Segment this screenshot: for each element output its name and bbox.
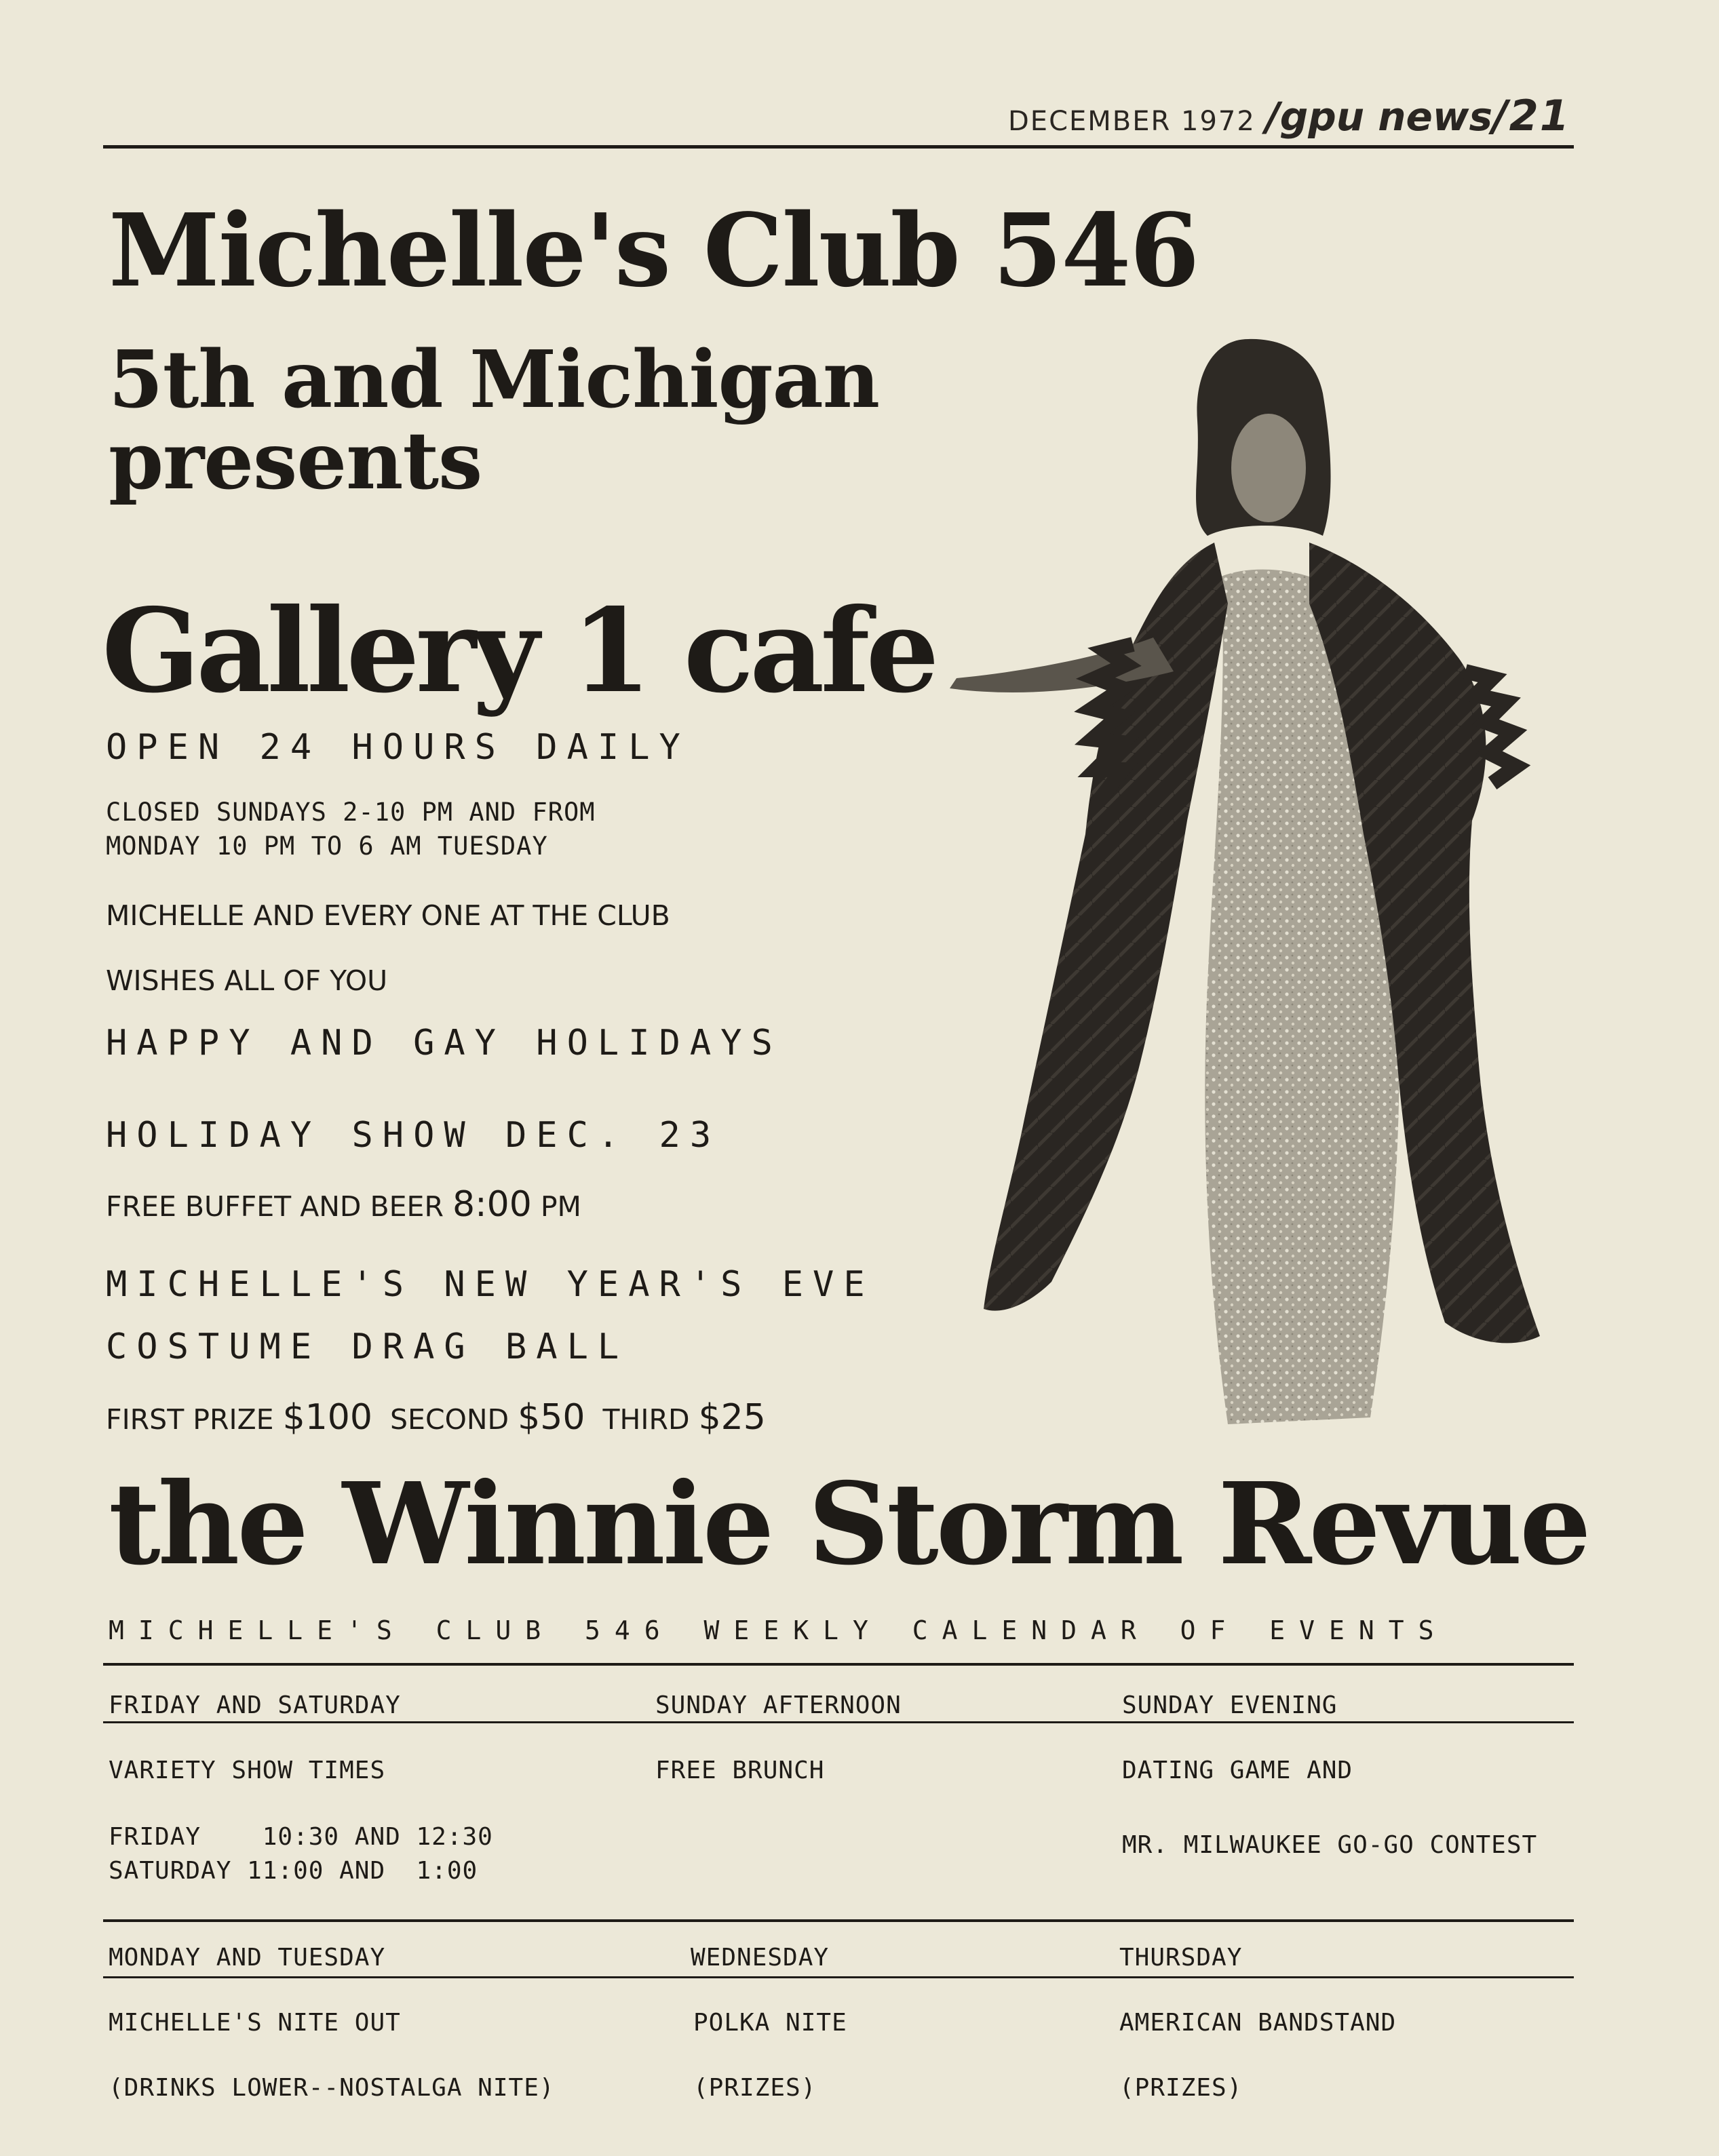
calendar-day-mon-tue: MONDAY AND TUESDAY [109,1944,386,1972]
greeting-line2: WISHES ALL OF YOU [106,964,388,997]
masthead [1008,91,1570,140]
nye-line2: COSTUME DRAG BALL [106,1327,629,1367]
calendar-day-sun-afternoon: SUNDAY AFTERNOON [655,1691,902,1719]
thursday-line1: AMERICAN BANDSTAND [1119,2009,1397,2037]
third-prize-amount: $25 [698,1397,766,1438]
calendar-title: MICHELLE'S CLUB 546 WEEKLY CALENDAR OF EVENTS [109,1615,1448,1645]
venue-title: Gallery 1 cafe [102,583,935,719]
second-prize-label: SECOND [390,1403,509,1436]
masthead-slash-2: / [1492,91,1509,140]
thursday-line2: (PRIZES) [1119,2074,1243,2102]
sun-afternoon-line1: FREE BRUNCH [655,1757,825,1784]
club-location: 5th and Michigan [109,334,880,426]
buffet-pm: PM [540,1190,581,1223]
calendar-rule-3 [103,1919,1574,1922]
third-prize-label: THIRD [602,1403,690,1436]
greeting-line1: MICHELLE AND EVERY ONE AT THE CLUB [106,899,670,932]
top-rule [103,145,1574,149]
buffet-text: FREE BUFFET AND BEER [106,1190,444,1223]
holiday-show: HOLIDAY SHOW DEC. 23 [106,1115,721,1156]
publication-name: gpu news [1279,94,1492,140]
mon-tue-line2: (DRINKS LOWER--NOSTALGA NITE) [109,2074,555,2102]
holiday-greeting: HAPPY AND GAY HOLIDAYS [106,1023,782,1063]
presents-label: presents [109,415,482,507]
nye-line1: MICHELLE'S NEW YEAR'S EVE [106,1264,874,1305]
masthead-slash: / [1265,94,1280,140]
buffet-line [106,1184,581,1225]
fri-sat-line3: SATURDAY 11:00 AND 1:00 [109,1857,478,1885]
buffet-time: 8:00 [452,1184,532,1225]
wednesday-line1: POLKA NITE [693,2009,847,2037]
revue-title: the Winnie Storm Revue [109,1458,1589,1590]
calendar-rule-1 [103,1663,1574,1666]
calendar-rule-4 [103,1976,1574,1978]
sun-evening-line2: MR. MILWAUKEE GO-GO CONTEST [1122,1831,1538,1859]
closed-hours-line2: MONDAY 10 PM TO 6 AM TUESDAY [106,831,548,861]
first-prize-amount: $100 [282,1397,372,1438]
open-hours: OPEN 24 HOURS DAILY [106,727,690,768]
first-prize-label: FIRST PRIZE [106,1403,274,1436]
issue-date: DECEMBER 1972 [1008,106,1256,137]
prizes-line [106,1397,766,1438]
club-title: Michelle's Club 546 [109,191,1199,309]
second-prize-amount: $50 [518,1397,585,1438]
closed-hours-line1: CLOSED SUNDAYS 2-10 PM AND FROM [106,798,596,827]
fri-sat-line1: VARIETY SHOW TIMES [109,1757,386,1784]
wednesday-line2: (PRIZES) [693,2074,817,2102]
calendar-day-sun-evening: SUNDAY EVENING [1122,1691,1338,1719]
page-number: 21 [1509,91,1570,140]
sun-evening-line1: DATING GAME AND [1122,1757,1353,1784]
fri-sat-line2: FRIDAY 10:30 AND 12:30 [109,1823,493,1851]
calendar-day-thursday: THURSDAY [1119,1944,1243,1972]
mon-tue-line1: MICHELLE'S NITE OUT [109,2009,401,2037]
calendar-day-fri-sat: FRIDAY AND SATURDAY [109,1691,401,1719]
performer-photo [929,319,1574,1458]
calendar-day-wednesday: WEDNESDAY [691,1944,830,1972]
calendar-rule-2 [103,1721,1574,1723]
